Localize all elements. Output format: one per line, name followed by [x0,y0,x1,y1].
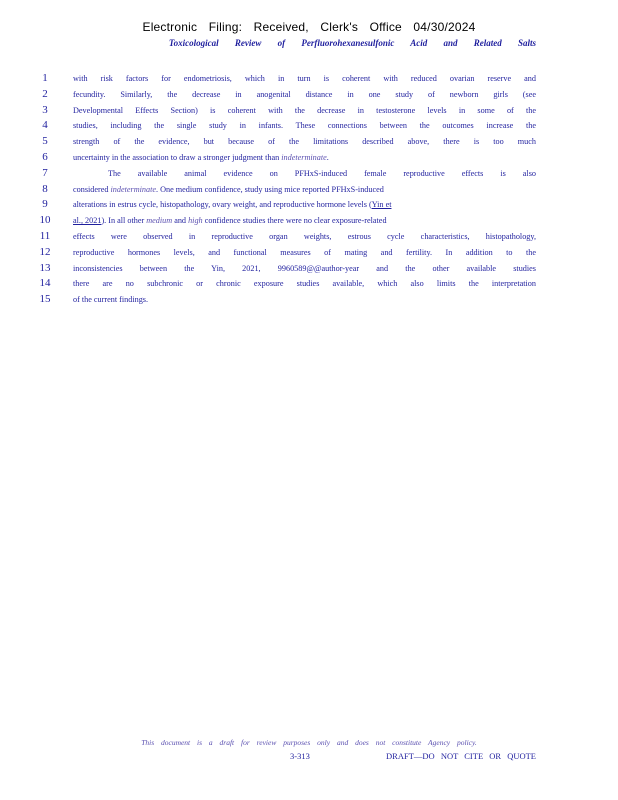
line-number: 12 [39,245,51,258]
line-number: 14 [39,277,51,290]
line-text: inconsistencies between the Yin, 2021, 9960589@@author-year and the other available studies [73,263,536,273]
line-number: 7 [42,166,48,179]
indeterminate-term: indeterminate [281,152,327,162]
line-4 [0,119,618,135]
line-text: of the current findings. [73,295,149,305]
line-text: considered indeterminate. One medium confidence, study using mice reported PFHxS-induced [73,184,384,194]
line-1 [0,72,618,88]
line-number: 13 [39,261,51,274]
line-number: 9 [42,198,48,211]
line-text: al., 2021). In all other medium and high confidence studies there were no clear exposure-related [73,216,387,226]
line-15 [0,293,618,309]
document-body [0,72,618,309]
line-text: uncertainty in the association to draw a stronger judgment than indeterminate. [73,152,329,162]
line-number: 6 [42,150,48,163]
line-text: strength of the evidence, but because of the limitations described above, there is too much [73,137,536,147]
citation-link-yin-2021-cont[interactable]: al., 2021 [73,216,102,226]
line-13 [0,262,618,278]
line-number: 15 [39,293,51,306]
line-text: there are no subchronic or chronic exposure studies available, which also limits the interpretation [73,279,536,289]
line-text: studies, including the single study in infants. These connections between the outcomes increase the [73,121,536,131]
line-number: 5 [42,135,48,148]
line-text: The available animal evidence on PFHxS-induced female reproductive effects is also [108,168,536,178]
line-text: fecundity. Similarly, the decrease in anogenital distance in one study of newborn girls (see [73,89,536,99]
line-6 [0,151,618,167]
line-text: alterations in estrus cycle, histopathology, ovary weight, and reproductive hormone levels (Yin et [73,200,392,210]
line-text: effects were observed in reproductive organ weights, estrous cycle characteristics, histopathology, [73,231,536,241]
draft-disclaimer: This document is a draft for review purposes only and does not constitute Agency policy. [141,738,477,747]
line-10 [0,214,618,230]
line-9 [0,198,618,214]
filing-stamp: Electronic Filing: Received, Clerk's Office 04/30/2024 [142,20,476,34]
line-number: 8 [42,182,48,195]
line-number: 2 [42,87,48,100]
citation-link-yin-2021[interactable]: Yin et [371,200,392,210]
confidence-medium: medium [146,216,173,226]
line-text: reproductive hormones levels, and functional measures of mating and fertility. In addition to the [73,247,536,257]
draft-notice: DRAFT—DO NOT CITE OR QUOTE [386,751,536,761]
page-number: 3-313 [290,751,310,761]
confidence-high: high [188,216,203,226]
line-11 [0,230,618,246]
line-text: Developmental Effects Section) is coherent with the decrease in testosterone levels in some of the [73,105,536,115]
line-number: 3 [42,103,48,116]
line-8 [0,183,618,199]
line-7 [0,167,618,183]
indeterminate-term: indeterminate [110,184,156,194]
line-number: 1 [42,72,48,84]
running-title: Toxicological Review of Perfluorohexanesulfonic Acid and Related Salts [168,38,536,48]
line-3 [0,104,618,120]
line-text: with risk factors for endometriosis, which in turn is coherent with reduced ovarian reserve and [73,74,536,83]
line-2 [0,88,618,104]
line-14 [0,277,618,293]
line-12 [0,246,618,262]
line-number: 4 [42,119,48,132]
line-number: 10 [39,214,51,227]
line-5 [0,135,618,151]
line-number: 11 [39,229,51,242]
